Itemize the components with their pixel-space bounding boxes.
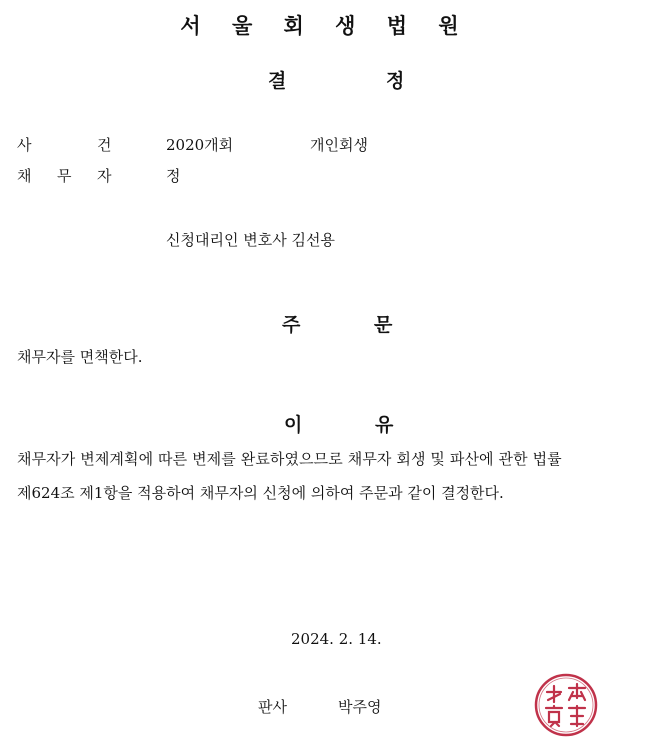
debtor-representative: 신청대리인 변호사 김선용 — [166, 231, 335, 249]
reason-line-2: 제624조 제1항을 적용하여 채무자의 신청에 의하여 주문과 같이 결정한다. — [17, 484, 504, 502]
case-type: 개인회생 — [310, 136, 368, 154]
judge-title: 판사 — [258, 698, 287, 716]
debtor-label-char-2: 무 — [57, 167, 72, 185]
official-seal-icon — [533, 672, 599, 738]
reason-heading-left: 이 — [284, 414, 303, 436]
judge-name: 박주영 — [338, 698, 382, 716]
debtor-label-char-1: 채 — [17, 167, 32, 185]
reason-heading-right: 유 — [375, 414, 394, 436]
title-left-char: 결 — [268, 70, 287, 92]
court-name: 서 울 회 생 법 원 — [180, 14, 471, 38]
case-label-char-1: 사 — [17, 136, 32, 154]
order-heading-right: 문 — [374, 314, 393, 336]
order-text: 채무자를 면책한다. — [17, 348, 143, 366]
title-right-char: 정 — [386, 70, 405, 92]
reason-line-1: 채무자가 변제계획에 따른 변제를 완료하였으므로 채무자 회생 및 파산에 관한 법률 — [17, 450, 562, 468]
debtor-label-char-3: 자 — [97, 167, 112, 185]
order-heading-left: 주 — [282, 314, 301, 336]
case-label-char-2: 건 — [97, 136, 112, 154]
debtor-name: 정 — [166, 167, 181, 185]
case-number: 2020개회 — [166, 136, 234, 154]
decision-date: 2024. 2. 14. — [291, 630, 382, 648]
